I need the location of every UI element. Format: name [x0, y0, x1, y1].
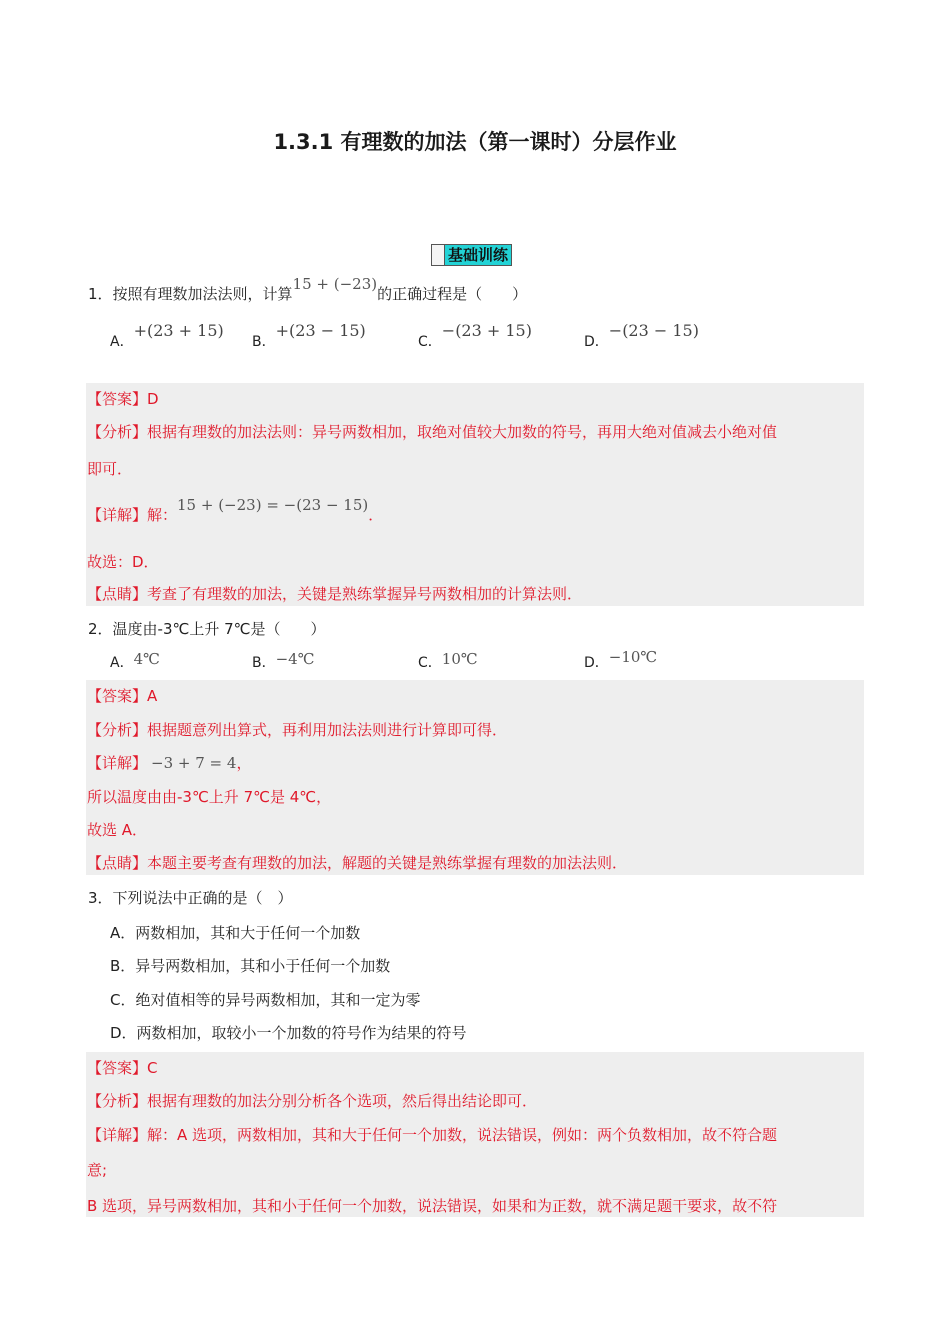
detail-label: 【详解】 — [87, 754, 148, 772]
comment-line: 【点睛】考查了有理数的加法，关键是熟练掌握异号两数相加的计算法则． — [87, 585, 583, 603]
detail-expression: 15 + (−23) = −(23 − 15) — [177, 496, 369, 514]
option-expression: +(23 + 15) — [133, 321, 224, 340]
detail-expression: −3 + 7 = 4 — [151, 754, 237, 772]
option-expression: 10℃ — [441, 650, 478, 668]
analysis-line: 【分析】根据有理数的加法分别分析各个选项，然后得出结论即可． — [87, 1092, 538, 1110]
question-1-answer-block — [86, 383, 864, 606]
detail-suffix: ， — [236, 754, 252, 772]
section-header — [431, 244, 512, 266]
question-1-suffix: 的正确过程是（ ） — [377, 285, 528, 303]
question-3-option-d: D．两数相加，取较小一个加数的符号作为结果的符号 — [110, 1024, 467, 1042]
question-1-option-a — [110, 321, 224, 351]
option-letter: B． — [252, 655, 276, 671]
option-expression: 4℃ — [133, 650, 160, 668]
question-1-prefix: 1．按照有理数加法法则，计算 — [88, 285, 293, 303]
option-expression: −4℃ — [275, 650, 315, 668]
detail-line — [87, 752, 251, 773]
detail-line-b: B 选项，异号两数相加，其和小于任何一个加数，说法错误，如果和为正数，就不满足题干要求，故不符 — [87, 1197, 778, 1215]
question-3-option-b: B．异号两数相加，其和小于任何一个加数 — [110, 957, 391, 975]
option-letter: A． — [110, 655, 134, 671]
question-2-option-c — [418, 652, 478, 672]
answer-line: 【答案】A — [87, 687, 158, 705]
page-title: 1.3.1 有理数的加法（第一课时）分层作业 — [273, 130, 677, 154]
section-marker — [431, 244, 444, 266]
choose-line: 故选：D． — [87, 553, 159, 571]
option-letter: D． — [584, 655, 609, 671]
question-1-option-c — [418, 321, 532, 351]
detail-label: 【详解】解： — [87, 506, 178, 524]
answer-line: 【答案】D — [87, 390, 159, 408]
question-2-option-b — [252, 652, 315, 672]
option-letter: A． — [110, 334, 134, 350]
option-expression: +(23 − 15) — [275, 321, 366, 340]
question-1-expression: 15 + (−23) — [292, 275, 378, 293]
detail-suffix: ． — [368, 506, 384, 524]
option-letter: D． — [584, 334, 609, 350]
question-3-answer-block — [86, 1052, 864, 1217]
answer-line: 【答案】C — [87, 1059, 158, 1077]
detail-line: 【详解】解：A 选项，两数相加，其和大于任何一个加数，说法错误，例如：两个负数相加，故不符合题 — [87, 1126, 778, 1144]
question-1-option-b — [252, 321, 366, 351]
option-letter: B． — [252, 334, 276, 350]
question-3-option-a: A．两数相加，其和大于任何一个加数 — [110, 924, 361, 942]
analysis-line: 【分析】根据题意列出算式，再利用加法法则进行计算即可得． — [87, 721, 508, 739]
question-1-option-d — [584, 321, 699, 351]
detail-line — [87, 496, 384, 525]
question-3-stem: 3．下列说法中正确的是（ ） — [88, 889, 293, 907]
question-2-option-a — [110, 652, 160, 672]
option-letter: C． — [418, 655, 442, 671]
comment-line: 【点睛】本题主要考查有理数的加法，解题的关键是熟练掌握有理数的加法法则． — [87, 854, 628, 872]
choose-line: 故选 A． — [87, 821, 148, 839]
analysis-line-continued: 即可． — [87, 460, 133, 478]
question-3-option-c: C．绝对值相等的异号两数相加，其和一定为零 — [110, 991, 421, 1009]
question-2-stem: 2．温度由-3℃上升 7℃是（ ） — [88, 620, 326, 638]
question-1-stem — [88, 275, 528, 304]
option-expression: −(23 − 15) — [608, 321, 699, 340]
option-expression: −10℃ — [608, 648, 658, 666]
detail-line-2: 所以温度由由-3℃上升 7℃是 4℃， — [87, 788, 332, 806]
analysis-line: 【分析】根据有理数的加法法则：异号两数相加，取绝对值较大加数的符号，再用大绝对值减去小绝对值 — [87, 423, 778, 441]
option-letter: C． — [418, 334, 442, 350]
question-2-answer-block — [86, 680, 864, 875]
option-expression: −(23 + 15) — [441, 321, 532, 340]
section-label: 基础训练 — [444, 244, 512, 266]
detail-line-continued: 意; — [87, 1161, 108, 1179]
question-2-option-d — [584, 648, 658, 672]
